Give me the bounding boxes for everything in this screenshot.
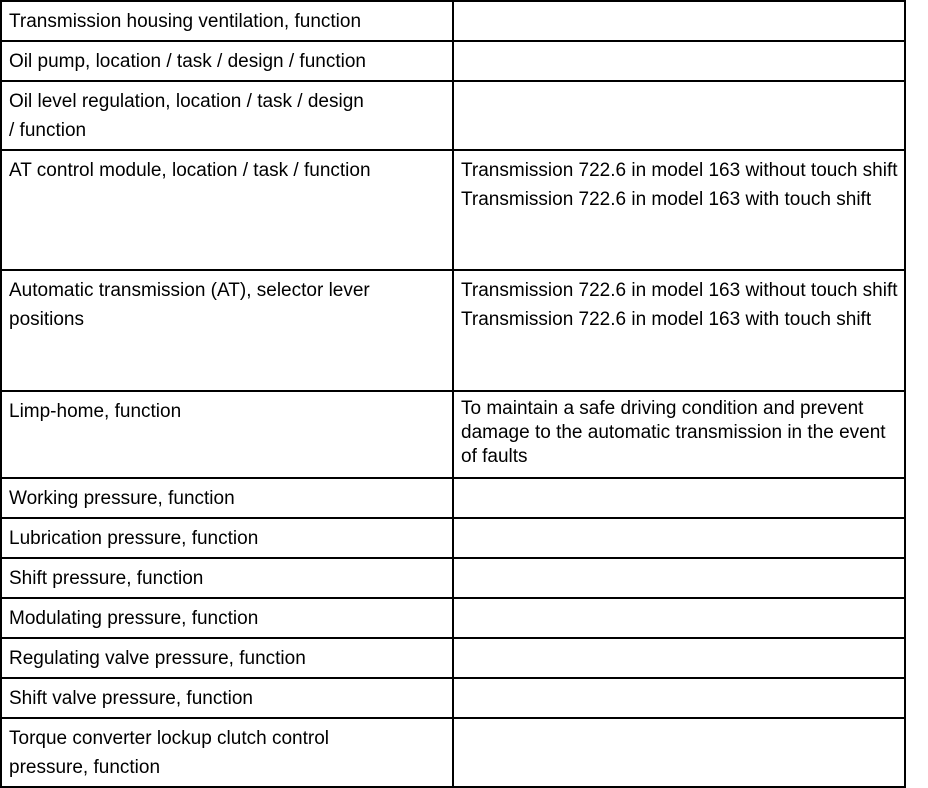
table-row <box>1 678 905 718</box>
topic-cell <box>1 478 453 518</box>
topic-text: AT control module, location / task / function <box>9 160 371 181</box>
topic-cell <box>1 81 453 150</box>
detail-cell <box>453 41 905 81</box>
topic-cell <box>1 1 453 41</box>
detail-cell <box>453 150 905 270</box>
topic-cell <box>1 41 453 81</box>
table-row <box>1 598 905 638</box>
topic-text: Lubrication pressure, function <box>9 528 259 549</box>
detail-cell <box>453 478 905 518</box>
topic-text: Oil pump, location / task / design / function <box>9 51 366 72</box>
table-row <box>1 1 905 41</box>
topic-cell <box>1 270 453 391</box>
detail-cell <box>453 598 905 638</box>
topic-cell <box>1 391 453 478</box>
table-row <box>1 41 905 81</box>
detail-text: To maintain a safe driving condition and prevent damage to the automatic transmission in the event of faults <box>461 398 886 467</box>
table-row <box>1 150 905 270</box>
detail-cell <box>453 81 905 150</box>
topic-text: Working pressure, function <box>9 488 235 509</box>
detail-cell <box>453 678 905 718</box>
detail-cell <box>453 518 905 558</box>
topic-text: Oil level regulation, location / task / design / function <box>9 91 364 141</box>
topic-cell <box>1 150 453 270</box>
topic-cell <box>1 678 453 718</box>
detail-cell <box>453 270 905 391</box>
topic-text: Regulating valve pressure, function <box>9 648 306 669</box>
topic-cell <box>1 718 453 787</box>
table-row <box>1 478 905 518</box>
detail-text: Transmission 722.6 in model 163 with touch shift <box>461 309 872 330</box>
topic-text: Automatic transmission (AT), selector lever positions <box>9 280 370 330</box>
topic-text: Limp-home, function <box>9 401 182 422</box>
table-row <box>1 518 905 558</box>
detail-cell <box>453 718 905 787</box>
table-row <box>1 270 905 391</box>
detail-text: Transmission 722.6 in model 163 with touch shift <box>461 189 872 210</box>
detail-cell <box>453 391 905 478</box>
topic-cell <box>1 518 453 558</box>
topic-cell <box>1 638 453 678</box>
table-row <box>1 558 905 598</box>
table-row <box>1 81 905 150</box>
topic-text: Transmission housing ventilation, function <box>9 11 362 32</box>
topic-text: Modulating pressure, function <box>9 608 259 629</box>
topic-text: Torque converter lockup clutch control pressure, function <box>9 728 329 778</box>
table-row <box>1 718 905 787</box>
detail-cell <box>453 638 905 678</box>
topic-text: Shift valve pressure, function <box>9 688 253 709</box>
topic-text: Shift pressure, function <box>9 568 204 589</box>
table-row <box>1 391 905 478</box>
detail-cell <box>453 1 905 41</box>
detail-text: Transmission 722.6 in model 163 without touch shift <box>461 280 898 301</box>
table-row <box>1 638 905 678</box>
topic-cell <box>1 598 453 638</box>
topic-cell <box>1 558 453 598</box>
detail-cell <box>453 558 905 598</box>
detail-text: Transmission 722.6 in model 163 without touch shift <box>461 160 898 181</box>
